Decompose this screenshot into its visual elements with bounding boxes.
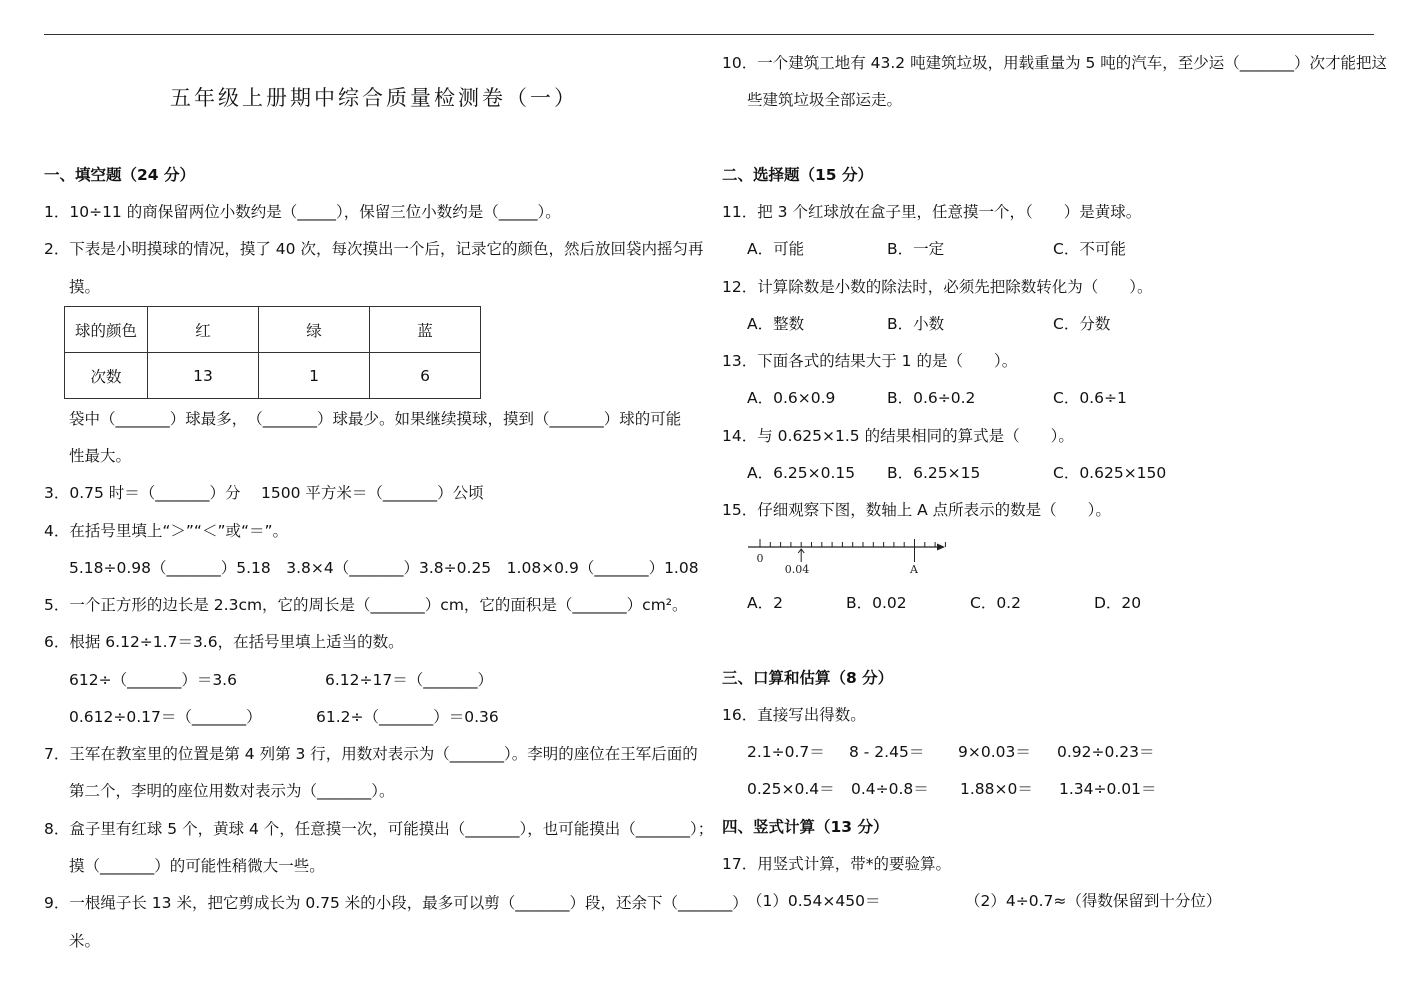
table-cell: 次数 — [65, 353, 148, 399]
question-7-line-1: 7．王军在教室里的位置是第 4 列第 3 行，用数对表示为（_______）。李明的座位在王军后面的 — [44, 745, 698, 763]
table-cell: 1 — [259, 353, 370, 399]
table-cell: 球的颜色 — [65, 307, 148, 353]
question-12-option-a: A．整数 — [747, 315, 805, 333]
question-11: 11．把 3 个红球放在盒子里，任意摸一个，（ ）是黄球。 — [722, 203, 1142, 221]
mark-pointer — [798, 549, 804, 562]
question-16-r1-2: 8 - 2.45＝ — [849, 743, 925, 761]
table-cell: 6 — [370, 353, 481, 399]
section-vertical-calc: 四、竖式计算（13 分） — [722, 818, 889, 836]
question-16-r1-3: 9×0.03＝ — [958, 743, 1031, 761]
question-15-option-c: C．0.2 — [970, 594, 1021, 612]
question-10-line-1: 10．一个建筑工地有 43.2 吨建筑垃圾，用载重量为 5 吨的汽车，至少运（_______）次才能把这 — [722, 54, 1388, 72]
question-12: 12．计算除数是小数的除法时，必须先把除数转化为（ ）。 — [722, 278, 1153, 296]
question-13-option-b: B．0.6÷0.2 — [887, 389, 976, 407]
question-12-option-c: C．分数 — [1053, 315, 1111, 333]
question-9-line-2: 米。 — [69, 932, 101, 950]
question-14-option-b: B．6.25×15 — [887, 464, 981, 482]
question-16: 16．直接写出得数。 — [722, 706, 866, 724]
page-title: 五年级上册期中综合质量检测卷（一） — [170, 86, 578, 110]
question-12-option-b: B．小数 — [887, 315, 945, 333]
question-15: 15．仔细观察下图，数轴上 A 点所表示的数是（ ）。 — [722, 501, 1111, 519]
question-2-line-1: 2．下表是小明摸球的情况，摸了 40 次，每次摸出一个后，记录它的颜色，然后放回袋内摇匀再 — [44, 240, 704, 258]
question-16-r2-1: 0.25×0.4＝ — [747, 780, 835, 798]
question-17: 17．用竖式计算，带*的要验算。 — [722, 855, 951, 873]
question-8-line-1: 8．盒子里有红球 5 个，黄球 4 个，任意摸一次，可能摸出（_______），也可能摸出（_______）； — [44, 820, 714, 838]
table-row — [65, 353, 481, 399]
question-13: 13．下面各式的结果大于 1 的是（ ）。 — [722, 352, 1018, 370]
question-4-line-1: 4．在括号里填上“＞”“＜”或“＝”。 — [44, 522, 289, 540]
question-16-r2-2: 0.4÷0.8＝ — [851, 780, 929, 798]
question-14-option-c: C．0.625×150 — [1053, 464, 1167, 482]
question-6-line-1: 6．根据 6.12÷1.7＝3.6，在括号里填上适当的数。 — [44, 633, 404, 651]
question-9-line-1: 9．一根绳子长 13 米，把它剪成长为 0.75 米的小段，最多可以剪（_______）段，还余下（_______） — [44, 894, 748, 912]
section-fill-in: 一、填空题（24 分） — [44, 166, 195, 184]
question-13-option-c: C．0.6÷1 — [1053, 389, 1127, 407]
question-6-a: 612÷（_______）＝3.6 — [69, 671, 237, 689]
number-line — [745, 535, 950, 577]
question-6-d: 61.2÷（_______）＝0.36 — [316, 708, 499, 726]
question-4-line-2: 5.18÷0.98（_______）5.18 3.8×4（_______）3.8÷0.25 1.08×0.9（_______）1.08 — [69, 559, 699, 577]
section-multiple-choice: 二、选择题（15 分） — [722, 166, 873, 184]
question-15-option-a: A．2 — [747, 594, 783, 612]
table-row — [65, 307, 481, 353]
question-11-option-b: B．一定 — [887, 240, 945, 258]
question-11-option-c: C．不可能 — [1053, 240, 1126, 258]
question-2-after-1: 袋中（_______）球最多， （_______）球最少。如果继续摸球，摸到（_______）球的可能 — [69, 410, 682, 428]
question-16-r1-4: 0.92÷0.23＝ — [1057, 743, 1155, 761]
question-17-item-1: （1）0.54×450＝ — [747, 892, 881, 910]
question-14-option-a: A．6.25×0.15 — [747, 464, 856, 482]
question-16-r1-1: 2.1÷0.7＝ — [747, 743, 825, 761]
table-cell: 蓝 — [370, 307, 481, 353]
question-15-option-d: D．20 — [1094, 594, 1142, 612]
question-8-line-2: 摸（_______）的可能性稍微大一些。 — [69, 857, 325, 875]
question-5: 5．一个正方形的边长是 2.3cm，它的周长是（_______）cm，它的面积是（_______）cm²。 — [44, 596, 688, 614]
top-rule — [44, 34, 1374, 35]
table-cell: 13 — [148, 353, 259, 399]
table-cell: 红 — [148, 307, 259, 353]
axis-label-mark: 0.04 — [784, 563, 810, 576]
table-cell: 绿 — [259, 307, 370, 353]
question-3: 3．0.75 时＝（_______）分 1500 平方米＝（_______）公顷 — [44, 484, 484, 502]
axis-arrow — [937, 544, 945, 551]
section-mental-math: 三、口算和估算（8 分） — [722, 669, 894, 687]
axis-label-point: A — [910, 563, 918, 576]
question-2-line-2: 摸。 — [69, 278, 101, 296]
question-16-r2-4: 1.34÷0.01＝ — [1059, 780, 1157, 798]
question-14: 14．与 0.625×1.5 的结果相同的算式是（ ）。 — [722, 427, 1074, 445]
question-1: 1．10÷11 的商保留两位小数约是（_____），保留三位小数约是（_____）。 — [44, 203, 561, 221]
ball-count-table — [64, 306, 481, 399]
question-17-item-2: （2）4÷0.7≈（得数保留到十分位） — [965, 892, 1222, 910]
axis-label-zero: 0 — [756, 552, 764, 565]
question-16-r2-3: 1.88×0＝ — [960, 780, 1033, 798]
question-11-option-a: A．可能 — [747, 240, 805, 258]
question-13-option-a: A．0.6×0.9 — [747, 389, 836, 407]
question-6-c: 0.612÷0.17＝（_______） — [69, 708, 262, 726]
question-15-option-b: B．0.02 — [846, 594, 907, 612]
question-2-after-2: 性最大。 — [69, 447, 132, 465]
number-line-ticks — [748, 539, 950, 562]
question-6-b: 6.12÷17＝（_______） — [325, 671, 493, 689]
question-7-line-2: 第二个，李明的座位用数对表示为（_______）。 — [69, 782, 395, 800]
question-10-line-2: 些建筑垃圾全部运走。 — [747, 91, 903, 109]
